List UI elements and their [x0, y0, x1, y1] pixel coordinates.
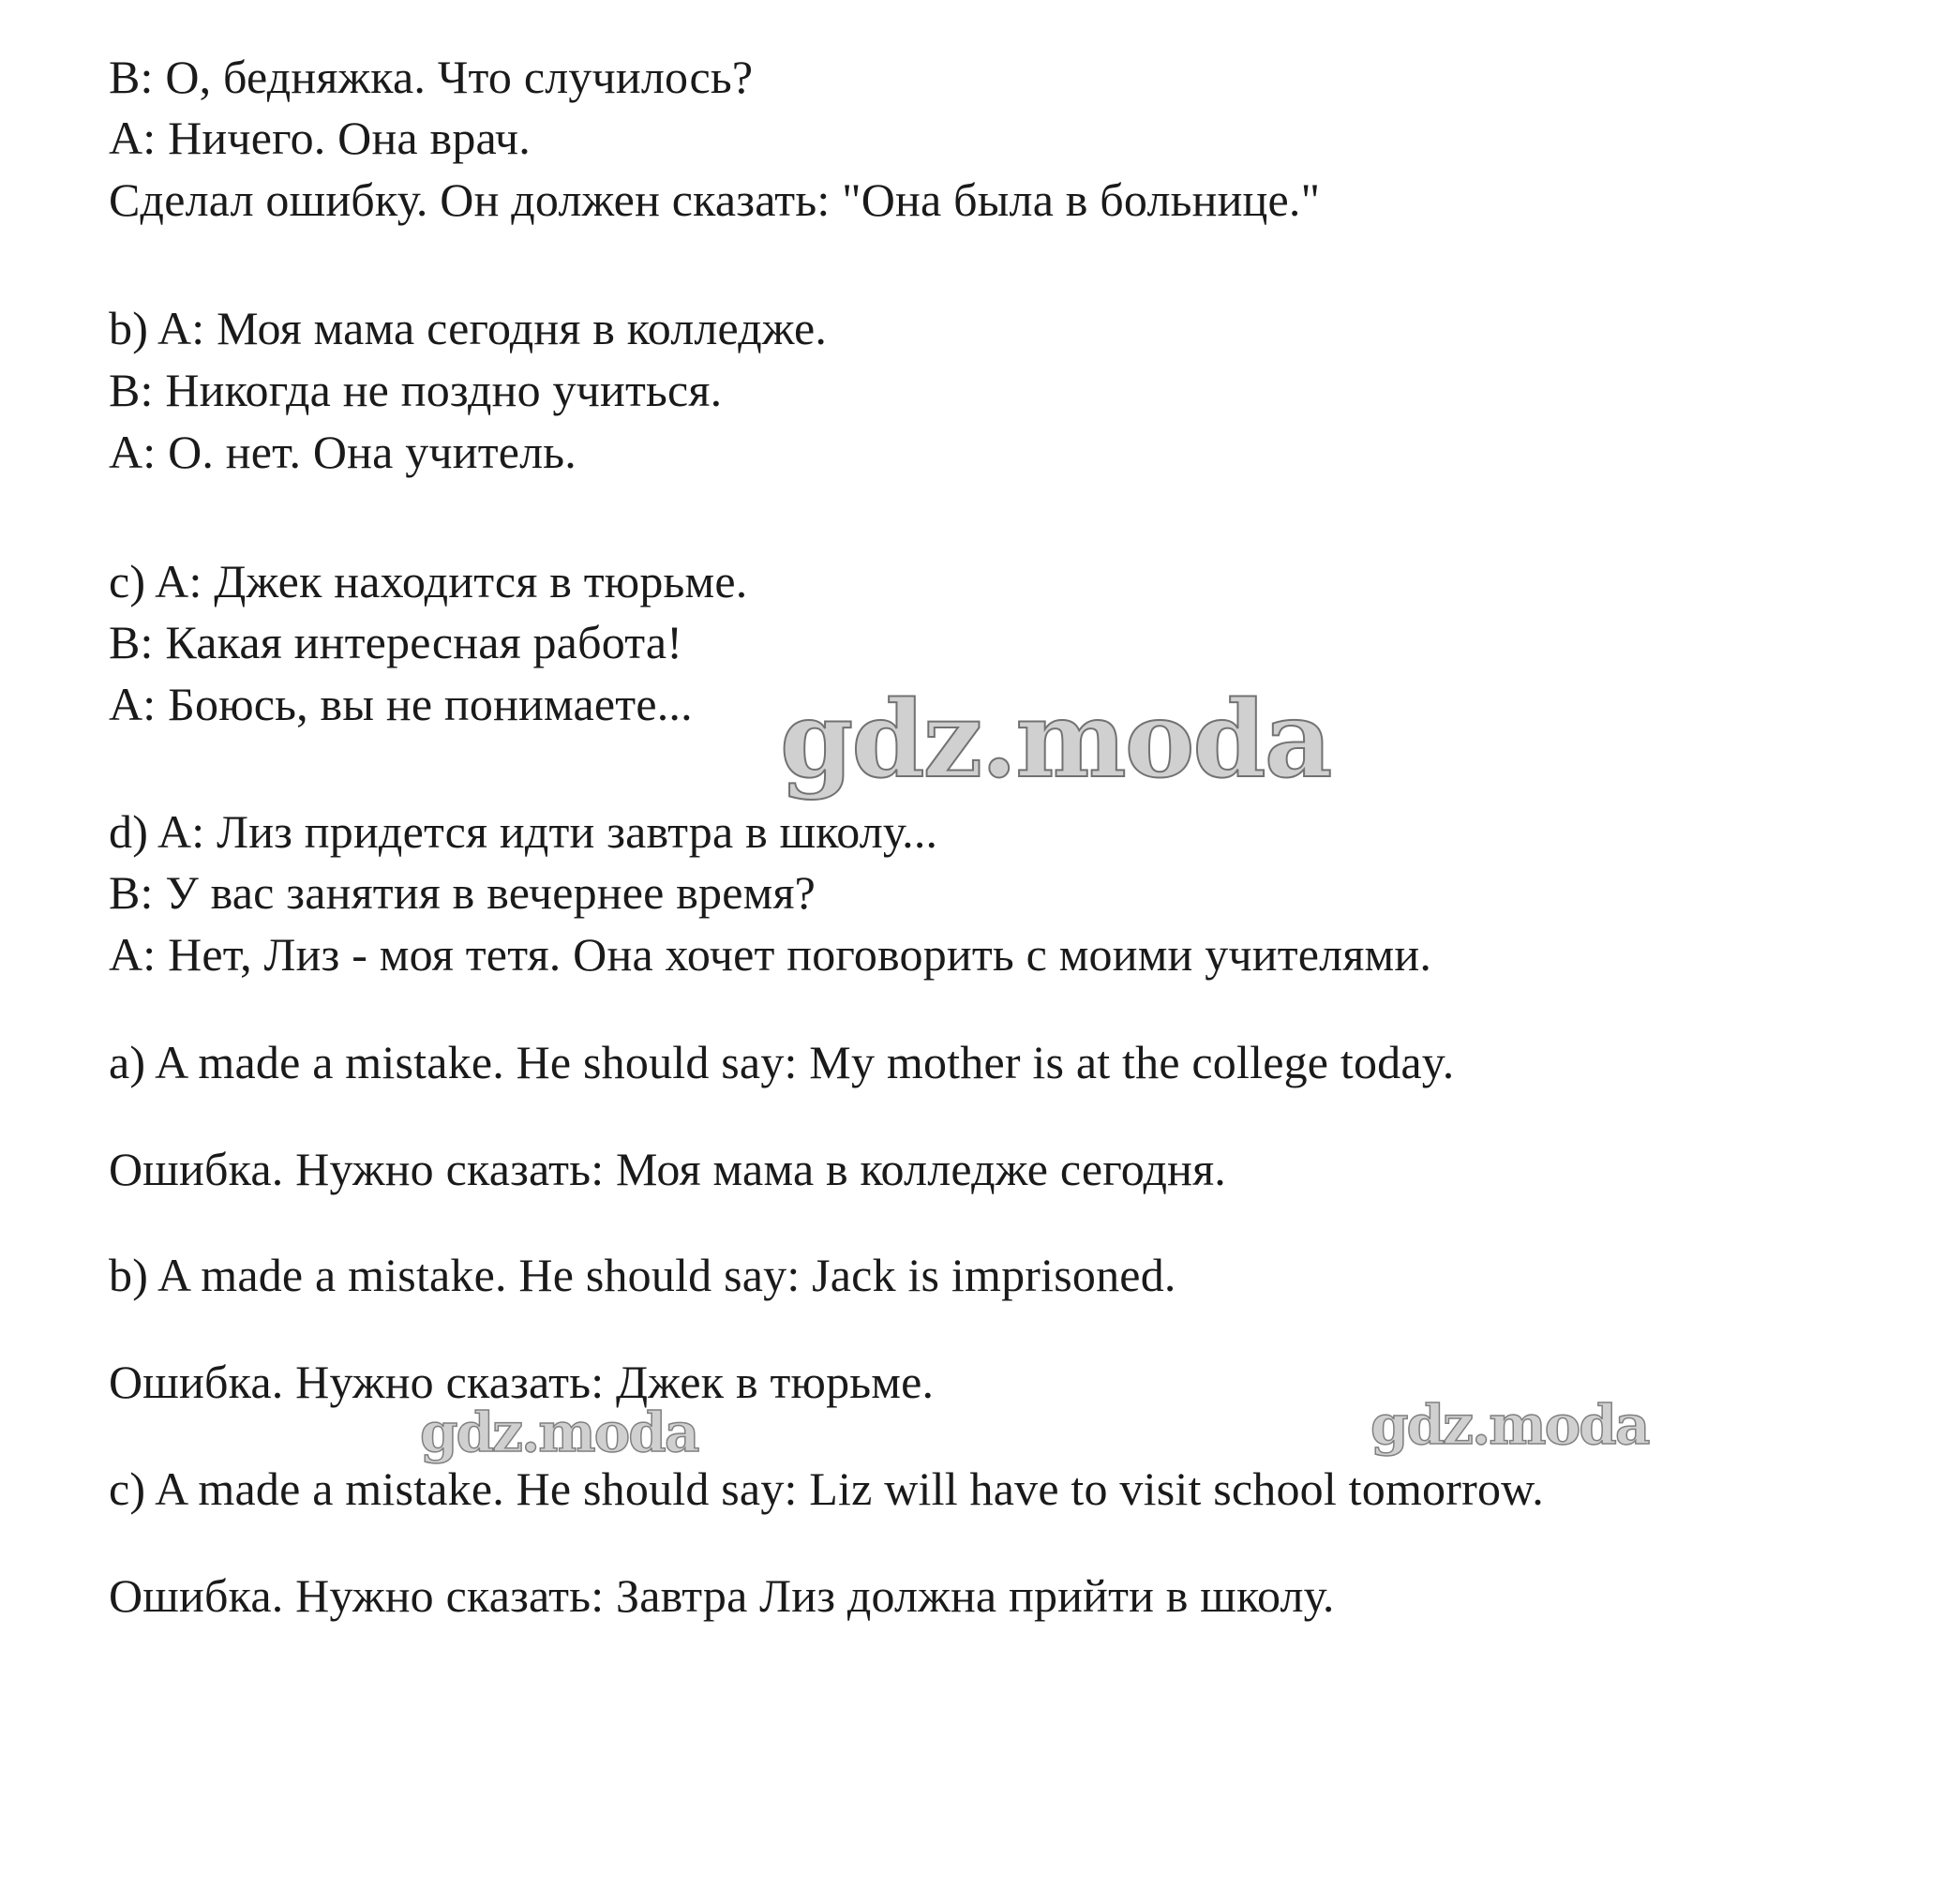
text-line: A: Ничего. Она врач.: [109, 112, 531, 164]
text-line: B: Никогда не поздно учиться.: [109, 364, 723, 416]
text-line: Ошибка. Нужно сказать: Джек в тюрьме.: [109, 1356, 935, 1408]
text-line: Ошибка. Нужно сказать: Моя мама в колледже сегодня.: [109, 1143, 1227, 1195]
text-line: c) A made a mistake. He should say: Liz will have to visit school tomorrow.: [109, 1462, 1544, 1515]
text-line: c) A: Джек находится в тюрьме.: [109, 555, 748, 607]
text-line: Сделал ошибку. Он должен сказать: "Она была в больнице.": [109, 173, 1321, 226]
text-line: B: О, бедняжка. Что случилось?: [109, 51, 754, 103]
text-line: A: О. нет. Она учитель.: [109, 426, 577, 478]
text-line: d) A: Лиз придется идти завтра в школу...: [109, 805, 938, 858]
text-line: a) A made a mistake. He should say: My mother is at the college today.: [109, 1036, 1455, 1088]
text-line: A: Нет, Лиз - моя тетя. Она хочет поговорить с моими учителями.: [109, 928, 1432, 981]
text-line: A: Боюсь, вы не понимаете...: [109, 678, 693, 730]
text-line: B: Какая интересная работа!: [109, 616, 683, 668]
watermark-small-right: gdz.moda: [1370, 1393, 1649, 1457]
watermark-large: gdz.moda: [780, 679, 1331, 802]
text-line: b) A: Моя мама сегодня в колледже.: [109, 302, 828, 354]
text-line: Ошибка. Нужно сказать: Завтра Лиз должна прийти в школу.: [109, 1569, 1335, 1622]
watermark-small-left: gdz.moda: [420, 1401, 698, 1464]
text-line: b) A made a mistake. He should say: Jack is imprisoned.: [109, 1249, 1176, 1301]
text-line: B: У вас занятия в вечернее время?: [109, 866, 816, 919]
